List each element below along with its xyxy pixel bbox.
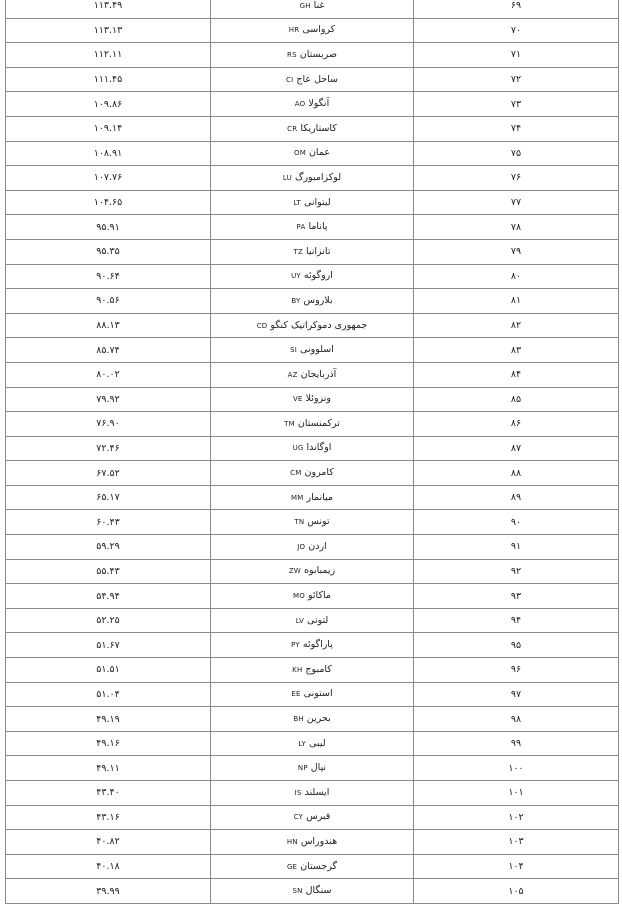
country-cell (211, 854, 414, 879)
value-text: ۴۹.۱۶ (96, 738, 120, 750)
value-cell (6, 412, 211, 437)
rank-cell (414, 461, 619, 486)
table-row (6, 215, 619, 240)
country-name: اسلوونی (300, 344, 334, 356)
value-text: ۱۰۹.۸۶ (93, 98, 123, 110)
country-name: لوکزامبورگ (294, 171, 342, 183)
value-cell (6, 559, 211, 584)
rank-cell (414, 485, 619, 510)
country-name: ساحل عاج (296, 73, 338, 85)
country-code: OM (294, 149, 306, 158)
rank-cell (414, 264, 619, 289)
value-text: ۸۰.۰۲ (96, 369, 120, 381)
country-code: ZW (288, 567, 302, 576)
rank-cell (414, 559, 619, 584)
rank-text: ۱۰۲ (508, 811, 524, 823)
value-text: ۴۰.۸۲ (96, 836, 120, 848)
value-text: ۴۹.۱۱ (96, 762, 120, 774)
rank-cell (414, 215, 619, 240)
country-name: میانمار (306, 491, 333, 503)
country-cell (211, 412, 414, 437)
table-row (6, 535, 619, 560)
country-name: ترکمنستان (297, 417, 340, 429)
table-row (6, 166, 619, 191)
country-cell (211, 313, 414, 338)
country-cell (211, 18, 414, 43)
value-cell (6, 289, 211, 314)
table-row (6, 412, 619, 437)
rank-cell (414, 362, 619, 387)
country-cell (211, 658, 414, 683)
country-name: کامرون (304, 467, 334, 479)
rank-text: ۸۰ (510, 270, 522, 282)
country-cell (211, 436, 414, 461)
rank-text: ۹۷ (510, 688, 522, 700)
table-row (6, 608, 619, 633)
table-row (6, 289, 619, 314)
country-cell (211, 781, 414, 806)
rank-cell (414, 830, 619, 855)
country-cell (211, 362, 414, 387)
country-cell (211, 559, 414, 584)
value-cell (6, 731, 211, 756)
country-name: آنگولا (308, 98, 330, 110)
rank-cell (414, 0, 619, 18)
table-row (6, 584, 619, 609)
value-text: ۷۶.۹۰ (96, 418, 120, 430)
country-name: آذربایجان (300, 368, 337, 380)
value-text: ۵۱.۵۱ (96, 664, 120, 676)
rank-text: ۷۲ (510, 74, 522, 86)
rank-text: ۷۷ (510, 197, 522, 209)
country-name: قبرس (306, 811, 331, 823)
rank-cell (414, 436, 619, 461)
country-cell (211, 510, 414, 535)
table-row (6, 92, 619, 117)
rank-text: ۷۱ (510, 49, 522, 61)
rank-cell (414, 338, 619, 363)
country-code: CD (256, 321, 268, 330)
rank-text: ۱۰۰ (508, 762, 524, 774)
table-row (6, 633, 619, 658)
country-name: ماکائو (308, 590, 331, 602)
country-code: SI (290, 346, 298, 355)
country-name: لیتوانی (303, 196, 331, 208)
table-row (6, 67, 619, 92)
rank-cell (414, 584, 619, 609)
value-cell (6, 707, 211, 732)
table-row (6, 854, 619, 879)
value-text: ۶۵.۱۷ (96, 492, 120, 504)
table-row (6, 43, 619, 68)
rank-text: ۷۸ (510, 221, 522, 233)
country-name: صربستان (299, 48, 337, 60)
rank-text: ۷۰ (510, 24, 522, 36)
country-cell (211, 731, 414, 756)
country-code: GE (286, 862, 298, 871)
value-cell (6, 879, 211, 904)
value-cell (6, 92, 211, 117)
rank-text: ۸۳ (510, 344, 522, 356)
value-cell (6, 18, 211, 43)
rank-text: ۹۳ (510, 590, 522, 602)
table-row (6, 362, 619, 387)
rank-cell (414, 731, 619, 756)
rank-cell (414, 805, 619, 830)
country-name: ایسلند (304, 786, 330, 798)
rank-text: ۶۹ (510, 0, 522, 12)
value-text: ۱۱۱.۴۵ (93, 74, 123, 86)
country-code: GH (299, 1, 311, 10)
value-cell (6, 584, 211, 609)
country-name: پاناما (308, 221, 328, 233)
country-code: SN (292, 887, 303, 896)
table-row (6, 190, 619, 215)
country-code: PY (291, 641, 300, 650)
value-cell (6, 510, 211, 535)
country-cell (211, 166, 414, 191)
rank-text: ۹۴ (510, 615, 522, 627)
country-code: IS (294, 788, 302, 797)
value-cell (6, 338, 211, 363)
country-code: CY (293, 813, 304, 822)
table-row (6, 830, 619, 855)
value-text: ۹۵.۳۵ (96, 246, 120, 258)
country-name: جمهوری دموکراتیک کنگو (270, 319, 368, 331)
table-row (6, 116, 619, 141)
table-row (6, 731, 619, 756)
value-cell (6, 239, 211, 264)
country-name: نپال (310, 762, 327, 774)
rank-cell (414, 387, 619, 412)
country-code: HR (288, 26, 300, 35)
rank-text: ۷۶ (510, 172, 522, 184)
country-cell (211, 92, 414, 117)
rank-text: ۸۲ (510, 320, 522, 332)
value-text: ۱۰۴.۶۵ (93, 197, 123, 209)
country-cell (211, 239, 414, 264)
country-cell (211, 608, 414, 633)
rank-cell (414, 141, 619, 166)
country-name: کرواسی (302, 24, 336, 36)
country-name: عمان (308, 147, 330, 159)
country-code: LY (298, 739, 307, 748)
table-row (6, 18, 619, 43)
rank-cell (414, 18, 619, 43)
rank-text: ۸۵ (510, 393, 522, 405)
value-cell (6, 436, 211, 461)
value-cell (6, 116, 211, 141)
table-row (6, 313, 619, 338)
value-text: ۶۰.۴۳ (96, 516, 120, 528)
country-code: UG (292, 444, 304, 453)
country-cell (211, 461, 414, 486)
table-row (6, 264, 619, 289)
country-cell (211, 116, 414, 141)
value-cell (6, 387, 211, 412)
value-cell (6, 633, 211, 658)
value-text: ۱۱۳.۴۹ (93, 0, 123, 12)
table-row (6, 338, 619, 363)
country-name: هندوراس (300, 835, 338, 847)
table-row (6, 387, 619, 412)
country-name: اوگاندا (306, 442, 332, 454)
rank-cell (414, 879, 619, 904)
value-cell (6, 43, 211, 68)
value-cell (6, 67, 211, 92)
rank-text: ۸۴ (510, 369, 522, 381)
value-cell (6, 362, 211, 387)
country-cell (211, 584, 414, 609)
country-cell (211, 190, 414, 215)
rank-text: ۷۹ (510, 246, 522, 258)
rank-cell (414, 633, 619, 658)
country-name: ونزوئلا (305, 393, 331, 405)
country-code: CR (287, 124, 298, 133)
rank-cell (414, 854, 619, 879)
country-code: CM (290, 469, 302, 478)
value-text: ۳۹.۹۹ (96, 885, 120, 897)
rank-text: ۹۹ (510, 738, 522, 750)
table-row (6, 756, 619, 781)
country-name: زیمبابوه (304, 565, 336, 577)
rank-cell (414, 67, 619, 92)
value-text: ۱۰۸.۹۱ (93, 147, 123, 159)
value-text: ۴۳.۴۰ (96, 787, 120, 799)
country-name: اروگوئه (303, 270, 333, 282)
rank-text: ۹۵ (510, 639, 522, 651)
value-cell (6, 190, 211, 215)
country-cell (211, 215, 414, 240)
country-name: سنگال (305, 885, 332, 897)
value-text: ۷۹.۹۲ (96, 393, 120, 405)
country-code: BY (291, 296, 301, 305)
value-text: ۹۰.۵۶ (96, 295, 120, 307)
table-row (6, 239, 619, 264)
country-name: غنا (313, 0, 325, 11)
table-row (6, 805, 619, 830)
value-cell (6, 756, 211, 781)
country-code: AZ (287, 370, 298, 379)
country-name: کامبوج (305, 663, 332, 675)
country-cell (211, 0, 414, 18)
table-body (6, 0, 619, 903)
country-name: اردن (308, 540, 327, 552)
country-code: KH (292, 665, 303, 674)
value-text: ۱۱۳.۱۳ (93, 24, 123, 36)
country-name: لیبی (309, 737, 326, 749)
country-code: AO (294, 100, 306, 109)
country-cell (211, 289, 414, 314)
country-cell (211, 338, 414, 363)
table-row (6, 141, 619, 166)
rank-cell (414, 313, 619, 338)
value-text: ۵۲.۲۵ (96, 615, 120, 627)
rank-cell (414, 682, 619, 707)
country-name: استونی (303, 688, 333, 700)
value-text: ۹۰.۶۴ (96, 270, 120, 282)
rank-text: ۷۵ (510, 147, 522, 159)
value-cell (6, 830, 211, 855)
rank-text: ۷۳ (510, 98, 522, 110)
table-row (6, 436, 619, 461)
country-name: تونس (307, 516, 330, 528)
table-row (6, 879, 619, 904)
rank-cell (414, 756, 619, 781)
country-cell (211, 485, 414, 510)
table-row (6, 485, 619, 510)
country-name: گرجستان (300, 860, 338, 872)
value-cell (6, 682, 211, 707)
value-text: ۵۱.۶۷ (96, 639, 120, 651)
rank-cell (414, 781, 619, 806)
value-cell (6, 166, 211, 191)
value-text: ۱۰۷.۷۶ (93, 172, 123, 184)
value-cell (6, 805, 211, 830)
rank-text: ۸۷ (510, 442, 522, 454)
rank-text: ۹۱ (510, 541, 522, 553)
value-text: ۶۷.۵۲ (96, 467, 120, 479)
rank-text: ۱۰۴ (508, 861, 524, 873)
country-name: تانزانیا (306, 245, 331, 257)
rank-cell (414, 535, 619, 560)
country-cell (211, 535, 414, 560)
rank-text: ۸۸ (510, 467, 522, 479)
country-cell (211, 43, 414, 68)
rank-text: ۱۰۱ (508, 787, 524, 799)
country-code: LV (295, 616, 305, 625)
rank-cell (414, 92, 619, 117)
rank-cell (414, 190, 619, 215)
rank-cell (414, 510, 619, 535)
country-ranking-table (5, 0, 619, 904)
country-code: MM (291, 493, 304, 502)
rank-cell (414, 608, 619, 633)
country-cell (211, 756, 414, 781)
country-code: BH (293, 715, 304, 724)
value-text: ۸۵.۷۴ (96, 344, 120, 356)
table-row (6, 707, 619, 732)
country-cell (211, 633, 414, 658)
country-cell (211, 879, 414, 904)
value-cell (6, 215, 211, 240)
rank-text: ۹۲ (510, 565, 522, 577)
country-name: بحرین (306, 713, 331, 725)
value-cell (6, 141, 211, 166)
value-text: ۱۱۲.۱۱ (93, 49, 123, 61)
value-text: ۷۲.۴۶ (96, 442, 120, 454)
value-text: ۹۵.۹۱ (96, 221, 120, 233)
rank-text: ۷۴ (510, 123, 522, 135)
rank-text: ۹۶ (510, 664, 522, 676)
value-cell (6, 535, 211, 560)
rank-cell (414, 239, 619, 264)
rank-text: ۹۸ (510, 713, 522, 725)
country-code: HN (286, 837, 298, 846)
value-text: ۱۰۹.۱۴ (93, 123, 123, 135)
table-row (6, 682, 619, 707)
value-text: ۵۴.۹۴ (96, 590, 120, 602)
country-code: LT (293, 198, 301, 207)
country-cell (211, 707, 414, 732)
rank-cell (414, 412, 619, 437)
rank-text: ۱۰۵ (508, 885, 524, 897)
value-cell (6, 461, 211, 486)
country-code: LU (282, 173, 292, 182)
country-code: PA (296, 223, 306, 232)
country-code: CI (286, 75, 294, 84)
rank-cell (414, 43, 619, 68)
country-name: پاراگوئه (302, 639, 333, 651)
country-code: EE (291, 690, 301, 699)
country-name: لتونی (307, 614, 329, 626)
table-row (6, 461, 619, 486)
value-text: ۴۳.۱۶ (96, 811, 120, 823)
table-row (6, 510, 619, 535)
value-cell (6, 0, 211, 18)
value-cell (6, 608, 211, 633)
value-cell (6, 264, 211, 289)
table-row (6, 0, 619, 18)
table-row (6, 781, 619, 806)
table-row (6, 559, 619, 584)
value-text: ۵۵.۴۳ (96, 565, 120, 577)
country-cell (211, 682, 414, 707)
rank-cell (414, 116, 619, 141)
rank-text: ۱۰۳ (508, 836, 524, 848)
country-code: TZ (293, 247, 303, 256)
country-name: بلاروس (303, 294, 333, 306)
country-cell (211, 67, 414, 92)
rank-text: ۸۹ (510, 492, 522, 504)
rank-text: ۸۶ (510, 418, 522, 430)
value-text: ۸۸.۱۳ (96, 320, 120, 332)
value-text: ۵۱.۰۴ (96, 688, 120, 700)
value-cell (6, 854, 211, 879)
value-text: ۴۰.۱۸ (96, 861, 120, 873)
rank-text: ۸۱ (510, 295, 522, 307)
country-cell (211, 805, 414, 830)
country-code: RS (287, 50, 297, 59)
country-cell (211, 387, 414, 412)
value-cell (6, 485, 211, 510)
country-cell (211, 830, 414, 855)
value-text: ۵۹.۲۹ (96, 541, 120, 553)
country-code: VE (293, 395, 303, 404)
country-cell (211, 141, 414, 166)
value-cell (6, 658, 211, 683)
country-cell (211, 264, 414, 289)
country-code: JO (297, 542, 306, 551)
country-code: UY (291, 272, 301, 281)
country-code: TM (284, 419, 295, 428)
country-name: کاستاریکا (300, 122, 337, 134)
value-text: ۴۹.۱۹ (96, 713, 120, 725)
value-cell (6, 781, 211, 806)
rank-text: ۹۰ (510, 516, 522, 528)
rank-cell (414, 658, 619, 683)
rank-cell (414, 166, 619, 191)
table-row (6, 658, 619, 683)
country-code: TN (294, 518, 305, 527)
value-cell (6, 313, 211, 338)
country-code: NP (297, 764, 308, 773)
rank-cell (414, 289, 619, 314)
country-code: MO (293, 592, 305, 601)
rank-cell (414, 707, 619, 732)
